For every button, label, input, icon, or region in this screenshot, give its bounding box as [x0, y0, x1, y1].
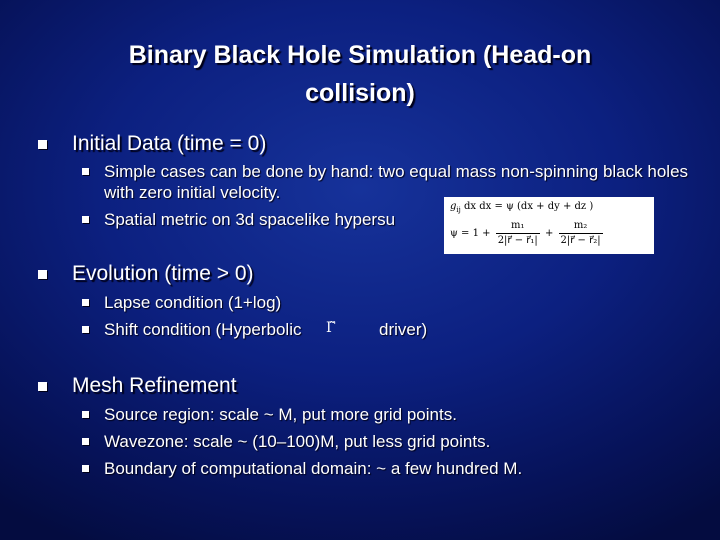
sub-bullet-icon [82, 326, 89, 333]
sub-bullet-icon [82, 299, 89, 306]
title-line-1: Binary Black Hole Simulation (Head-on [128, 41, 592, 69]
metric-formula-image [444, 197, 654, 254]
formula-line-2 [450, 219, 648, 248]
sub-bullet-icon [82, 168, 89, 175]
fraction-1 [496, 219, 540, 248]
fraction-1-den: 2|r⃗ − r⃗₁| [497, 235, 538, 246]
list-item-boundary: Boundary of computational domain: ~ a few hundred M. [104, 459, 523, 478]
title-line-2: collision) [305, 79, 415, 107]
bullet-icon [38, 140, 47, 149]
formula-plus: + [544, 228, 554, 239]
list-item-simple-cases: Simple cases can be done by hand: two equal mass non-spinning black holes with zero initial velocity. [104, 162, 689, 202]
formula-metric-text: dx dx = ψ (dx + dy + dz ) [464, 201, 594, 212]
slide-title [60, 36, 660, 112]
formula-line-1: $g_{ij}$ dx dx = ψ (dx + dy + dz ) [450, 201, 594, 214]
bullet-icon [38, 382, 47, 391]
section-heading-initial-data: Initial Data (time = 0) [72, 132, 267, 155]
fraction-2-den: 2|r⃗ − r⃗₂| [560, 235, 601, 246]
list-item-lapse: Lapse condition (1+log) [104, 293, 282, 312]
sub-bullet-icon [82, 438, 89, 445]
section-heading-mesh-refinement: Mesh Refinement [72, 374, 237, 397]
sub-bullet-icon [82, 465, 89, 472]
bullet-icon [38, 270, 47, 279]
list-item-wavezone: Wavezone: scale ~ (10–100)M, put less grid points. [104, 432, 491, 451]
sub-bullet-icon [82, 216, 89, 223]
list-item-source-region: Source region: scale ~ M, put more grid points. [104, 405, 457, 424]
list-item-spatial-metric: Spatial metric on 3d spacelike hypersu [104, 210, 396, 229]
fraction-2-num: m₂ [559, 219, 603, 234]
fraction-2 [559, 219, 603, 248]
gamma-tilde-symbol: Γ̃ [326, 320, 336, 336]
list-item-shift: Shift condition (Hyperbolic [104, 320, 302, 339]
list-item-shift-driver: driver) [379, 320, 428, 339]
section-heading-evolution: Evolution (time > 0) [72, 262, 254, 285]
sub-bullet-icon [82, 411, 89, 418]
fraction-1-num: m₁ [496, 219, 540, 234]
formula-psi: ψ = 1 + [450, 228, 491, 239]
formula-g: g [450, 201, 457, 212]
